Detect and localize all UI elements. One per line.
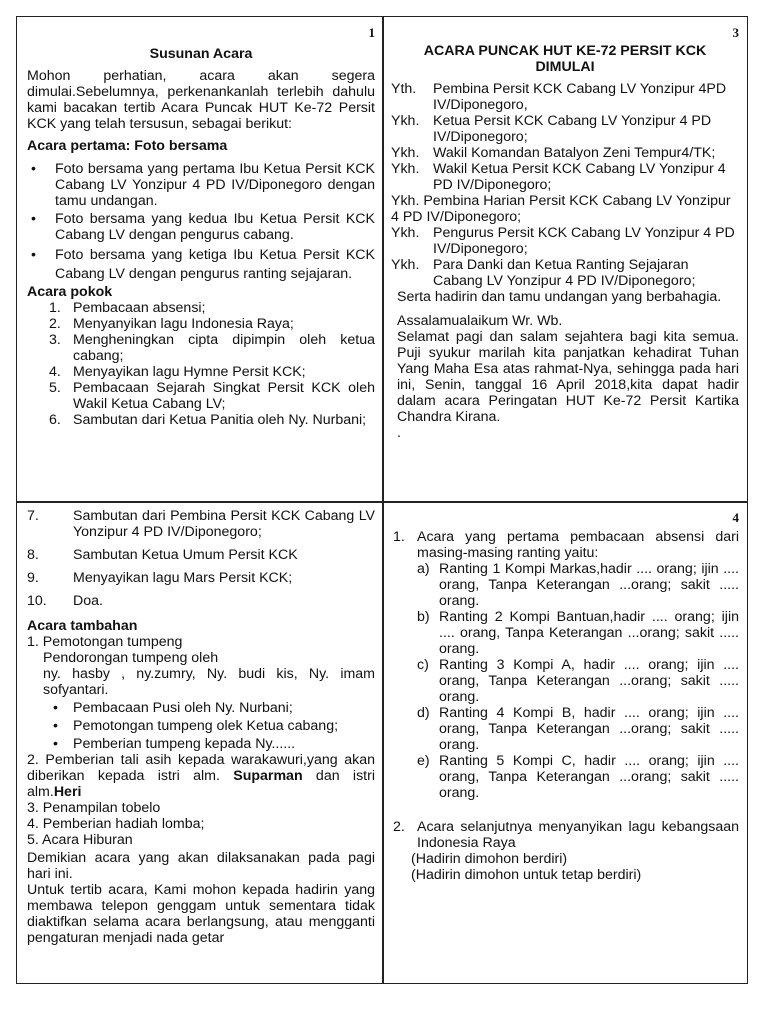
extra-sub-list — [27, 700, 375, 752]
ranting-list — [393, 561, 739, 801]
standing-note: (Hadirin dimohon berdiri) — [411, 851, 568, 867]
list-item: • Foto bersama yang ketiga Ibu Ketua Persit KCK Cabang LV dengan pengurus ranting sejajaran. — [27, 246, 375, 284]
extra-item-4: 4. Pemberian hadiah lomba; — [27, 816, 205, 832]
addressee: Yth. Pembina Persit KCK Cabang LV Yonzipur 4PD IV/Diponegoro, — [391, 81, 727, 113]
opening-paragraph: Selamat pagi dan salam sejahtera bagi kita semua. Puji syukur marilah kita panjatkan kehadirat Tuhan Yang Maha Esa atas rahmat-Nya, sehingga pada hari ini, Senin, tanggal 16 April 2018,kita dapat hadir dalam acara Peringatan HUT Ke-72 Persit Kartika Chandra Kirana. — [397, 329, 739, 425]
list-item: • Pemberian tumpeng kepada Ny...... — [49, 736, 375, 752]
list-item: 10. Doa. — [27, 593, 103, 609]
extra-item-1: 1. Pemotongan tumpeng — [27, 634, 183, 650]
closing-note: Untuk tertib acara, Kami mohon kepada hadirin yang membawa telepon genggam untuk sementara tidak diaktifkan selama acara berlangsung, atau mengganti pengaturan menjadi nada getar — [27, 882, 375, 946]
agenda-item-1: 1. Acara yang pertama pembacaan absensi dari masing-masing ranting yaitu: — [393, 529, 739, 561]
addressee: Ykh. Wakil Ketua Persit KCK Cabang LV Yonzipur 4 PD IV/Diponegoro; — [391, 161, 726, 193]
addressee: Ykh. Pembina Harian Persit KCK Cabang LV Yonzipur 4 PD IV/Diponegoro; — [391, 193, 731, 225]
section-heading-main: Acara pokok — [27, 284, 113, 300]
list-item: d) Ranting 4 Kompi B, hadir .... orang; ijin .... orang, Tanpa Keterangan ...orang; sakit ..... orang. — [417, 705, 739, 753]
list-item: • Foto bersama yang kedua Ibu Ketua Persit KCK Cabang LV dengan pengurus cabang. — [27, 211, 375, 243]
addressee: Ykh. Para Danki dan Ketua Ranting Sejajaran Cabang LV Yonzipur 4 PD IV/Diponegoro; — [391, 257, 696, 289]
addressee: Ykh. Ketua Persit KCK Cabang LV Yonzipur 4 PD IV/Diponegoro; — [391, 113, 712, 145]
list-item: 8. Sambutan Ketua Umum Persit KCK — [27, 547, 298, 563]
extra-item-2: 2. Pemberian tali asih kepada warakawuri,yang akan diberikan kepada istri alm. Suparman dan istri alm.Heri — [27, 752, 375, 800]
main-agenda-list — [27, 300, 375, 428]
list-item: 5. Pembacaan Sejarah Singkat Persit KCK oleh Wakil Ketua Cabang LV; — [49, 380, 375, 412]
agenda-continued-list — [27, 508, 375, 609]
panel-page-4 — [382, 501, 748, 984]
panel-page-1 — [16, 16, 384, 503]
extra-item-1-names: ny. hasby , ny.zumry, Ny. budi kis, Ny. imam sofyantari. — [43, 666, 375, 698]
addressee-list — [391, 81, 739, 289]
list-item: 7. Sambutan dari Pembina Persit KCK Cabang LV Yonzipur 4 PD IV/Diponegoro; — [27, 508, 375, 540]
list-item: • Pemotongan tumpeng olek Ketua cabang; — [49, 718, 375, 734]
greeting: Assalamualaikum Wr. Wb. — [397, 313, 563, 329]
list-item: 4. Menyayikan lagu Hymne Persit KCK; — [49, 364, 306, 380]
list-item: • Foto bersama yang pertama Ibu Ketua Persit KCK Cabang LV Yonzipur 4 PD IV/Diponegoro dengan tamu undangan. — [27, 161, 375, 209]
intro-paragraph: Mohon perhatian, acara akan segera dimulai.Sebelumnya, perkenankanlah terlebih dahulu kami bacakan tertib Acara Puncak HUT Ke-72 Persit KCK yang telah tersusun, sebagai berikut: — [27, 68, 375, 132]
page-number: 4 — [732, 510, 739, 525]
standing-note: (Hadirin dimohon untuk tetap berdiri) — [411, 867, 642, 883]
panel-page-3 — [382, 16, 748, 503]
extra-item-3: 3. Penampilan tobelo — [27, 800, 161, 816]
list-item: c) Ranting 3 Kompi A, hadir .... orang; ijin .... orang, Tanpa Keterangan ...orang; sakit ..... orang. — [417, 657, 739, 705]
list-item: 1. Pembacaan absensi; — [49, 300, 206, 316]
section-heading-extra: Acara tambahan — [27, 618, 138, 634]
list-item: b) Ranting 2 Kompi Bantuan,hadir .... orang; ijin .... orang, Tanpa Keterangan ...orang; sakit ..... orang. — [417, 609, 739, 657]
document-page — [16, 16, 748, 984]
list-item: e) Ranting 5 Kompi C, hadir .... orang; ijin .... orang, Tanpa Keterangan ...orang; sakit ..... orang. — [417, 753, 739, 801]
extra-item-1-line: Pendorongan tumpeng oleh — [43, 650, 219, 666]
page-number: 1 — [368, 25, 375, 40]
panel-title: ACARA PUNCAK HUT KE-72 PERSIT KCK DIMULAI — [423, 43, 707, 75]
section-heading-photo: Acara pertama: Foto bersama — [27, 138, 228, 154]
list-item: 6. Sambutan dari Ketua Panitia oleh Ny. Nurbani; — [49, 412, 367, 428]
closing-paragraph: Demikian acara yang akan dilaksanakan pada pagi hari ini. — [27, 850, 375, 882]
addressee: Ykh. Pengurus Persit KCK Cabang LV Yonzipur 4 PD IV/Diponegoro; — [391, 225, 735, 257]
list-item: • Pembacaan Pusi oleh Ny. Nurbani; — [49, 700, 375, 716]
guests-line: Serta hadirin dan tamu undangan yang berbahagia. — [397, 289, 722, 305]
list-item: a) Ranting 1 Kompi Markas,hadir .... orang; ijin .... orang, Tanpa Keterangan ...orang; sakit ..... orang. — [417, 561, 739, 609]
list-item: 3. Mengheningkan cipta dipimpin oleh ketua cabang; — [49, 332, 375, 364]
panel-title: Susunan Acara — [149, 46, 253, 62]
addressee: Ykh. Wakil Komandan Batalyon Zeni Tempur4/TK; — [391, 145, 716, 161]
agenda-item-2: 2. Acara selanjutnya menyanyikan lagu kebangsaan Indonesia Raya — [393, 819, 739, 851]
page-number: 3 — [732, 25, 739, 40]
photo-list — [27, 161, 375, 284]
extra-item-5: 5. Acara Hiburan — [27, 832, 133, 848]
list-item: 9. Menyayikan lagu Mars Persit KCK; — [27, 570, 293, 586]
trailing-dot: . — [397, 425, 401, 441]
list-item: 2. Menyanyikan lagu Indonesia Raya; — [49, 316, 294, 332]
panel-page-2 — [16, 501, 384, 984]
